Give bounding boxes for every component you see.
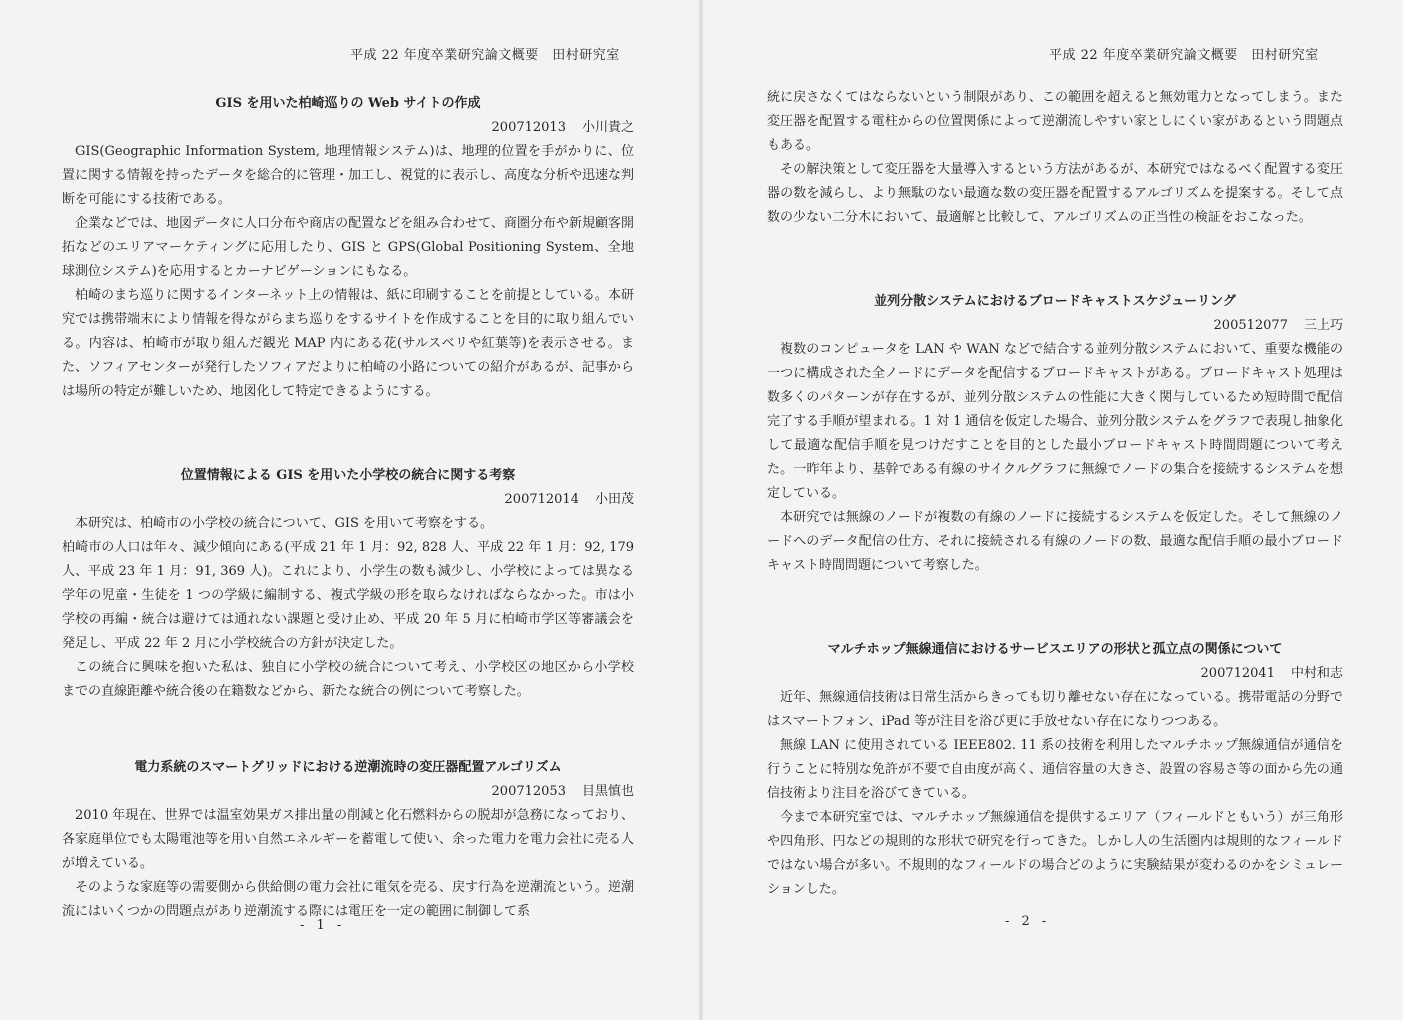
running-header: 平成 22 年度卒業研究論文概要 田村研究室 <box>1049 48 1319 63</box>
paragraph: この統合に興味を抱いた私は、独自に小学校の統合について考え、小学校区の地区から小学校までの直線距離や統合後の在籍数などから、新たな統合の例について考察した。 <box>62 660 634 699</box>
article-title: GIS を用いた柏崎巡りの Web サイトの作成 <box>215 96 481 111</box>
article-title: 並列分散システムにおけるブロードキャストスケジューリング <box>874 294 1236 309</box>
page-2-column <box>767 86 1343 902</box>
article-title: 電力系統のスマートグリッドにおける逆潮流時の変圧器配置アルゴリズム <box>134 760 562 775</box>
article-title: マルチホップ無線通信におけるサービスエリアの形状と孤立点の関係について <box>827 642 1283 657</box>
paragraph: 複数のコンピュータを LAN や WAN などで結合する並列分散システムにおいて、重要な機能の一つに構成された全ノードにデータを配信するブロードキャストがある。ブロードキャスト処理は数多くのパターンが存在するが、並列分散システムの性能に大きく関与しているため短時間で配信完了する手順が望まれる。1 対 1 通信を仮定した場合、並列分散システムをグラフで表現し抽象化して最適な配信手順を見つけだすことを目的とした最小ブロードキャスト時間問題について考えた。一昨年より、基幹である有線のサイクルグラフに無線でノードの集合を接続するシステムを想定している。 <box>767 342 1343 501</box>
paragraph: GIS(Geographic Information System, 地理情報システム)は、地理的位置を手がかりに、位置に関する情報を持ったデータを総合的に管理・加工し、視覚的に表示し、高度な分析や迅速な判断を可能にする技術である。 <box>62 144 635 207</box>
author-name: 小田茂 <box>594 492 634 507</box>
paragraph: そのような家庭等の需要側から供給側の電力会社に電気を売る、戻す行為を逆潮流という。逆潮流にはいくつかの問題点があり逆潮流する際には電圧を一定の範囲に制御して系 <box>62 880 635 919</box>
page-number: - 2 - <box>1005 914 1051 929</box>
article-smart-grid-continued <box>767 86 1343 230</box>
author-line <box>62 116 634 140</box>
student-id: 200712014 <box>504 492 579 507</box>
author-name: 三上巧 <box>1303 318 1343 333</box>
page-1 <box>0 0 700 1020</box>
article-smart-grid <box>62 756 634 924</box>
author-name: 目黒慎也 <box>581 784 634 799</box>
author-name: 中村和志 <box>1290 666 1343 681</box>
paragraph: 今まで本研究室では、マルチホップ無線通信を提供するエリア（フィールドともいう）が三角形や四角形、円などの規則的な形状で研究を行ってきた。しかし人の生活圏内は規則的なフィールドではない場合が多い。不規則的なフィールドの場合どのように実験結果が変わるのかをシミュレーションした。 <box>767 810 1343 897</box>
article-multihop-wireless <box>767 638 1343 902</box>
article-title: 位置情報による GIS を用いた小学校の統合に関する考察 <box>180 468 516 483</box>
paragraph: その解決策として変圧器を大量導入するという方法があるが、本研究ではなるべく配置する変圧器の数を減らし、より無駄のない最適な数の変圧器を配置するアルゴリズムを提案する。そして点数の少ない二分木において、最適解と比較して、アルゴリズムの正当性の検証をおこなった。 <box>767 162 1343 225</box>
student-id: 200712053 <box>491 784 566 799</box>
running-header: 平成 22 年度卒業研究論文概要 田村研究室 <box>350 48 620 63</box>
page-1-column <box>62 92 634 924</box>
author-line <box>767 314 1343 338</box>
author-name: 小川貴之 <box>581 120 634 135</box>
paragraph: 本研究では無線のノードが複数の有線のノードに接続するシステムを仮定した。そして無線のノードへのデータ配信の仕方、それに接続される有線のノードの数、最適な配信手順の最小ブロードキャスト時間問題について考察した。 <box>767 510 1343 573</box>
paragraph: 企業などでは、地図データに人口分布や商店の配置などを組み合わせて、商圏分布や新規顧客開拓などのエリアマーケティングに応用したり、GIS と GPS(Global Positioning System、全地球測位システム)を応用するとカーナビゲーションにもなる。 <box>62 216 634 279</box>
student-id: 200712013 <box>491 120 566 135</box>
paragraph: 柏崎のまち巡りに関するインターネット上の情報は、紙に印刷することを前提としている。本研究では携帯端末により情報を得ながらまち巡りをするサイトを作成することを目的に取り組んでいる。内容は、柏崎市が取り組んだ観光 MAP 内にある花(サルスベリや紅葉等)を表示させる。また、ソフィアセンターが発行したソフィアだよりに柏崎の小路についての紹介があるが、記事からは場所の特定が難しいため、地図化して特定できるようにする。 <box>62 288 634 399</box>
paragraph: 柏崎市の人口は年々、減少傾向にある(平成 21 年 1 月：92, 828 人、平成 22 年 1 月：92, 179 人、平成 23 年 1 月：91, 369 人)。これにより、小学生の数も減少し、小学校によっては異なる学年の児童・生徒を 1 つの学級に編制する、複式学級の形を取らなければならなかった。市は小学校の再編・統合は避けては通れない課題と受け止め、平成 20 年 5 月に柏崎市学区等審議会を発足し、平成 22 年 2 月に小学校統合の方針が決定した。 <box>62 540 634 651</box>
paragraph: 本研究は、柏崎市の小学校の統合について、GIS を用いて考察をする。 <box>75 516 494 531</box>
student-id: 200712041 <box>1200 666 1275 681</box>
student-id: 200512077 <box>1213 318 1288 333</box>
page-number: - 1 - <box>300 918 346 933</box>
page-2 <box>703 0 1403 1020</box>
paragraph: 無線 LAN に使用されている IEEE802. 11 系の技術を利用したマルチホップ無線通信が通信を行うことに特別な免許が不要で自由度が高く、通信容量の大きさ、設置の容易さ等の面から先の通信技術より注目を浴びてきている。 <box>767 738 1343 801</box>
article-broadcast-scheduling <box>767 290 1343 578</box>
article-school-consolidation <box>62 464 634 704</box>
author-line <box>62 488 634 512</box>
article-gis-kashiwazaki <box>62 92 634 404</box>
paragraph: 2010 年現在、世界では温室効果ガス排出量の削減と化石燃料からの脱却が急務になっており、各家庭単位でも太陽電池等を用い自然エネルギーを蓄電して使い、余った電力を電力会社に売る人が増えている。 <box>62 808 635 871</box>
author-line <box>62 780 634 804</box>
paragraph: 統に戻さなくてはならないという制限があり、この範囲を超えると無効電力となってしまう。また変圧器を配置する電柱からの位置関係によって逆潮流しやすい家としにくい家があるという問題点もある。 <box>767 90 1343 153</box>
author-line <box>767 662 1343 686</box>
paragraph: 近年、無線通信技術は日常生活からきっても切り離せない存在になっている。携帯電話の分野ではスマートフォン、iPad 等が注目を浴び更に手放せない存在になりつつある。 <box>767 690 1343 729</box>
